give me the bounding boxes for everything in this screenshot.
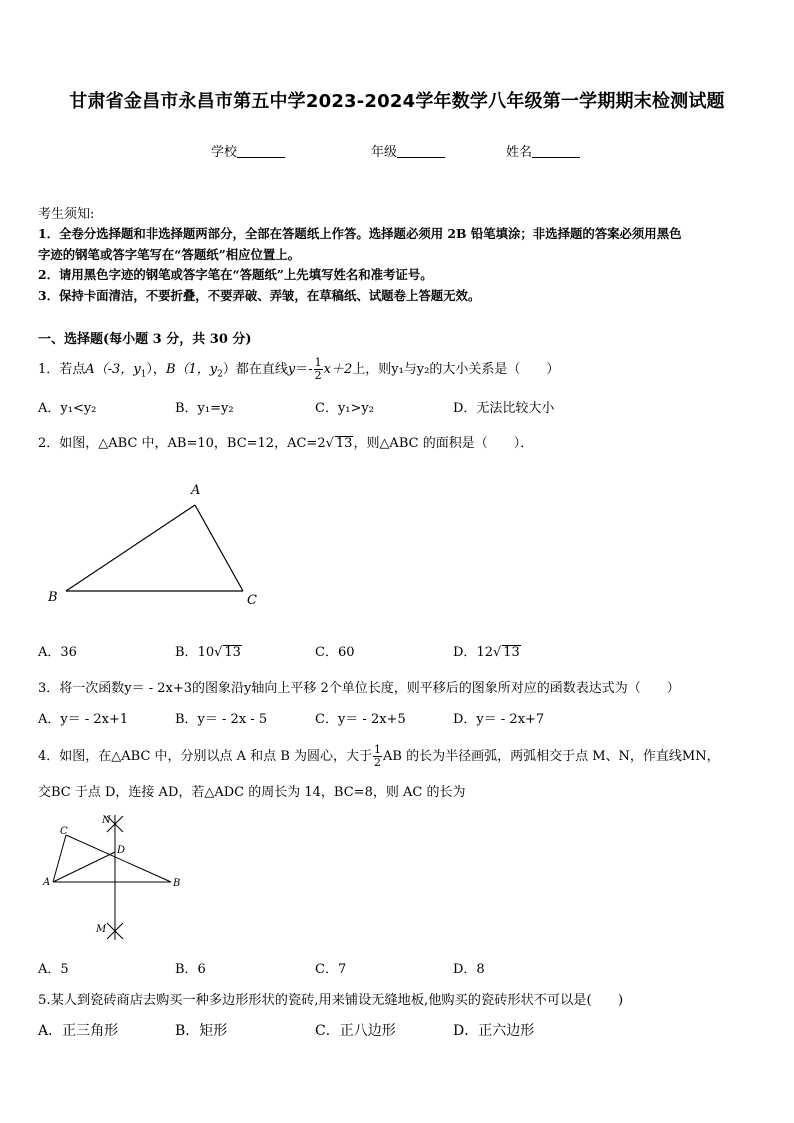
notice-line-2: 2．请用黑色字迹的钢笔或答字笔在“答题纸”上先填写姓名和准考证号。 (38, 267, 433, 282)
q3-option-b: B．y＝ - 2x - 5 (175, 712, 268, 727)
q1-option-a: A．y₁<y₂ (38, 401, 97, 416)
q5-option-c: C．正八边形 (315, 1023, 396, 1039)
q4-option-a: A．5 (38, 962, 69, 977)
section-heading: 一、选择题(每小题 3 分，共 30 分) (38, 332, 252, 347)
q3-option-c: C．y＝ - 2x+5 (315, 712, 406, 727)
q2-option-b (175, 641, 242, 660)
grade-field (371, 141, 445, 160)
point-label-d: D (117, 845, 126, 856)
q2-option-c: C．60 (315, 645, 355, 660)
question-5: 5.某人到瓷砖商店去购买一种多边形形状的瓷砖,用来铺设无缝地板,他购买的瓷砖形状不可以是( ) (38, 993, 624, 1008)
side-ac (195, 505, 243, 591)
q1-frac-num: 1 (314, 356, 322, 369)
point-label-n: N (102, 815, 111, 826)
q5-option-a: A．正三角形 (38, 1023, 119, 1039)
name-label: 姓名 (506, 145, 533, 160)
q1-point-b: B（1，y (165, 362, 218, 377)
notice-line-1a: 1．全卷分选择题和非选择题两部分，全部在答题纸上作答。选择题必须用 2B 铅笔填涂；非选择题的答案必须用黑色 (38, 226, 682, 241)
q2-option-a: A．36 (38, 645, 77, 660)
q5-option-b: B．矩形 (175, 1023, 228, 1039)
q1-prefix: 1．若点 (38, 362, 86, 377)
q4-frac-num: 1 (374, 743, 382, 756)
question-3: 3．将一次函数y＝ - 2x+3的图象沿y轴向上平移 2个单位长度，则平移后的图象所对应的函数表达式为（ ） (38, 681, 680, 696)
q1-eq-y: y (287, 362, 296, 377)
q2-option-d (453, 641, 521, 660)
point-label-c: C (60, 826, 68, 837)
school-blank (237, 145, 285, 158)
q1-eq-rest: x＋2 (323, 362, 353, 377)
q2-option-b-radicand: 13 (224, 645, 241, 660)
school-field (211, 141, 285, 160)
q3-option-a: A．y＝ - 2x+1 (38, 712, 129, 727)
notice-line-1b: 字迹的钢笔或答字笔写在“答题纸”相应位置上。 (38, 247, 301, 262)
grade-blank (397, 145, 445, 158)
q2-text-b: ，则△ABC 的面积是（ ）． (353, 436, 534, 451)
question-4-line-2: 交BC 于点 D，连接 AD，若△ADC 的周长为 14，BC=8，则 AC 的长为 (38, 785, 466, 800)
q2-option-d-radicand: 13 (503, 645, 520, 660)
q2-option-b-coef: 10 (197, 645, 215, 660)
q1-option-b: B．y₁=y₂ (175, 401, 234, 416)
q2-option-d-prefix: D． (453, 645, 477, 660)
sqrt-icon: √ (214, 645, 223, 660)
q2-radicand: 13 (335, 436, 353, 451)
side-ab (66, 505, 195, 591)
segment-cb (66, 835, 171, 882)
q1-tail: 上，则y₁与y₂的大小关系是（ ） (352, 362, 560, 377)
q1-option-d: D．无法比较大小 (453, 401, 555, 416)
q1-point-b-end: ）都在直线 (222, 362, 288, 377)
name-blank (532, 145, 580, 158)
q4-option-b: B．6 (175, 962, 206, 977)
grade-label: 年级 (371, 145, 398, 160)
point-label-b: B (173, 878, 181, 889)
q4-option-c: C．7 (315, 962, 347, 977)
q2-text-a: 2．如图，△ABC 中，AB=10，BC=12，AC= (38, 436, 318, 451)
q4-text-b: AB 的长为半径画弧，两弧相交于点 M、N，作直线MN， (383, 749, 720, 764)
sqrt-icon: √ (325, 436, 334, 451)
triangle-abc-figure (40, 478, 270, 608)
notice-heading: 考生须知: (38, 207, 95, 222)
q1-fraction (314, 357, 323, 382)
q4-text-a: 4．如图，在△ABC 中，分别以点 A 和点 B 为圆心，大于 (38, 749, 373, 764)
q2-coef: 2 (317, 436, 326, 451)
question-2 (38, 432, 533, 451)
q5-option-d: D．正六边形 (453, 1023, 535, 1039)
perpendicular-bisector-figure (38, 810, 198, 945)
q1-point-a: A（-3，y (85, 362, 141, 377)
q1-point-a-end: ）， (146, 362, 166, 377)
question-4-line-1 (38, 744, 720, 769)
segment-ad (53, 852, 115, 882)
q1-point-a-sub: 1 (140, 369, 147, 380)
school-label: 学校 (211, 145, 238, 160)
q3-option-d: D．y＝ - 2x+7 (453, 712, 545, 727)
exam-title: 甘肃省金昌市永昌市第五中学2023-2024学年数学八年级第一学期期末检测试题 (69, 91, 725, 112)
notice-line-3: 3．保持卡面清洁，不要折叠，不要弄破、弄皱，在草稿纸、试题卷上答题无效。 (38, 288, 481, 303)
sqrt-icon: √ (492, 645, 502, 660)
q1-frac-den: 2 (314, 369, 322, 382)
q4-fraction (373, 744, 382, 769)
question-1 (38, 357, 559, 382)
segment-ac (53, 835, 66, 882)
q2-option-d-coef: 12 (476, 645, 493, 660)
q1-eq-sign: ＝- (295, 362, 313, 377)
q4-option-d: D．8 (453, 962, 485, 977)
q1-point-b-sub: 2 (217, 369, 223, 380)
name-field (506, 141, 580, 160)
vertex-label-b: B (48, 590, 58, 605)
q1-option-c: C．y₁>y₂ (315, 401, 374, 416)
point-label-m: M (96, 924, 107, 935)
point-label-a: A (43, 877, 51, 888)
q4-frac-den: 2 (374, 756, 382, 769)
vertex-label-a: A (191, 483, 201, 498)
q2-option-b-prefix: B． (175, 645, 198, 660)
vertex-label-c: C (247, 593, 257, 608)
